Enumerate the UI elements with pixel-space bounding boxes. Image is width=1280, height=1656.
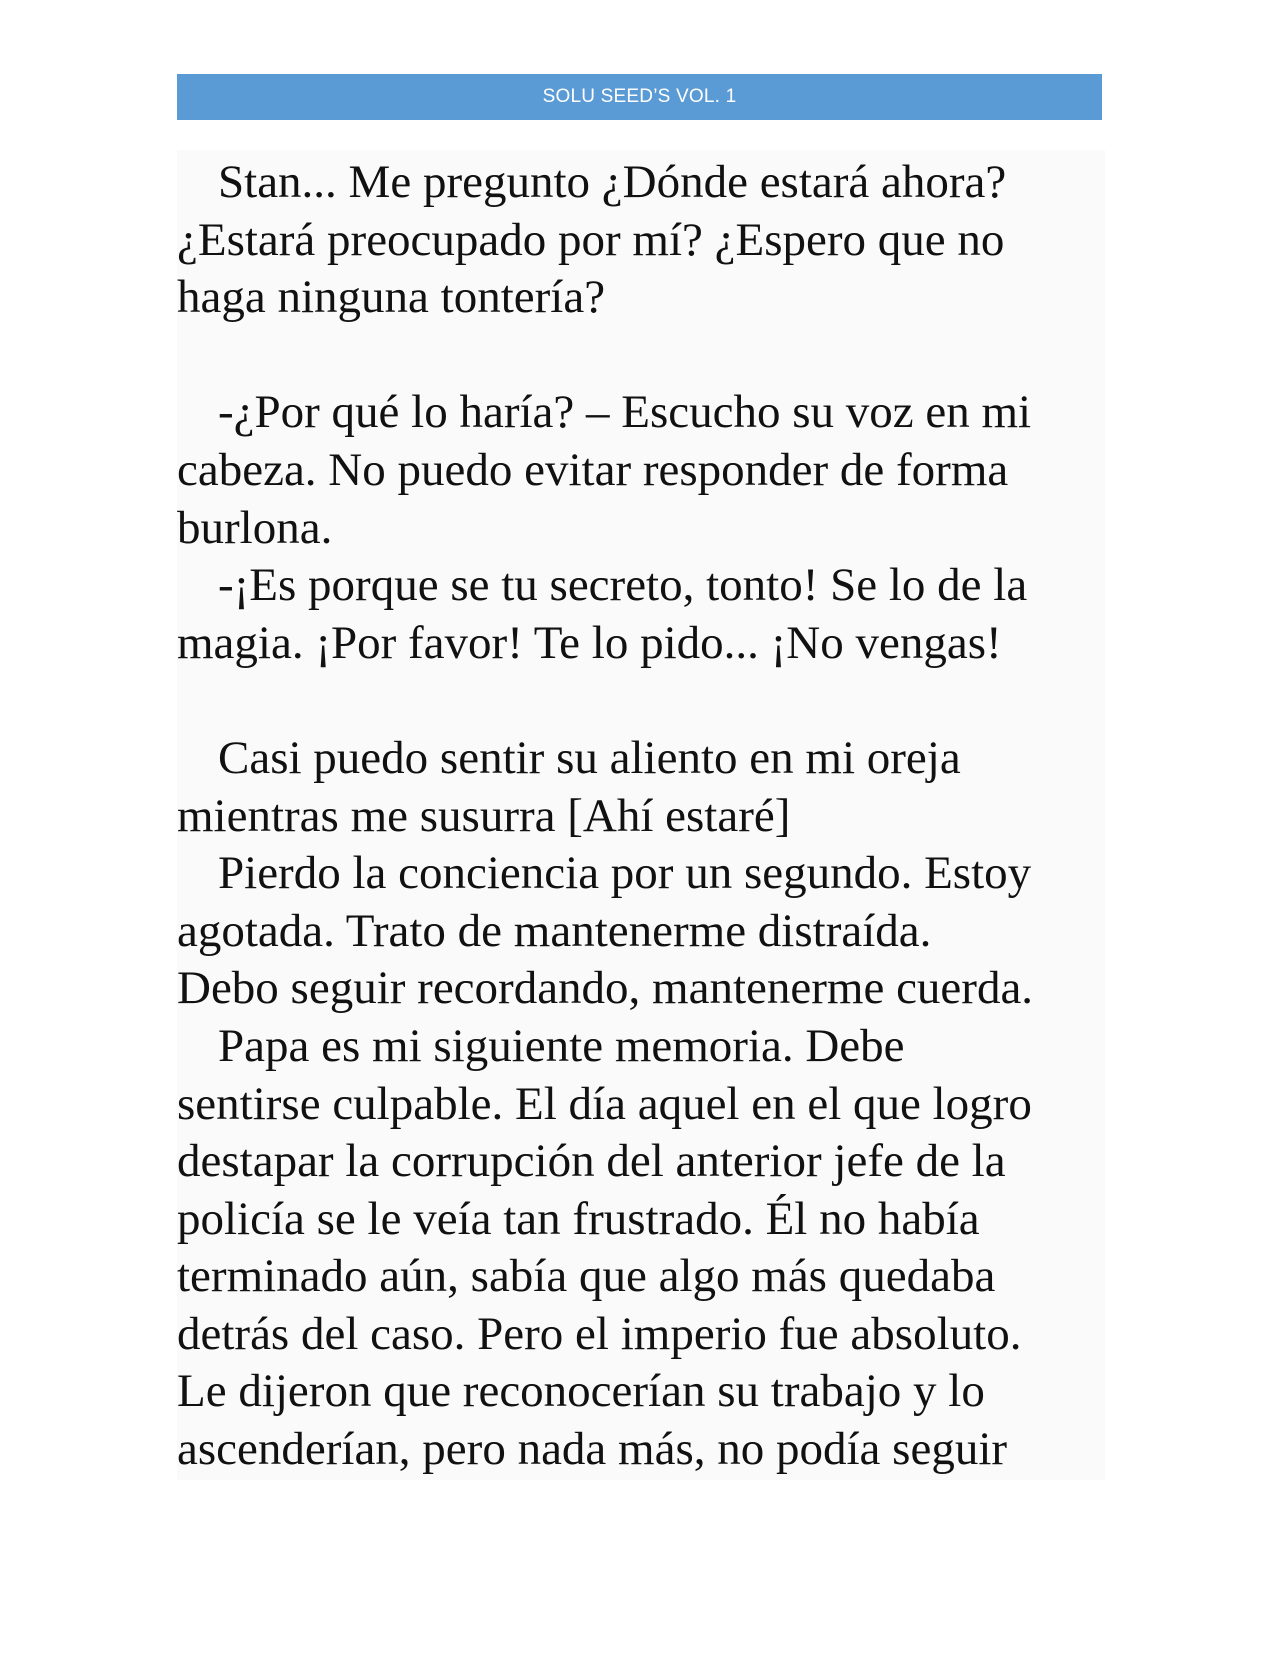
paragraph-line: cabeza. No puedo evitar responder de forma — [177, 443, 1009, 496]
running-header-title: SOLU SEED’S VOL. 1 — [542, 86, 737, 107]
paragraph-line: burlona. — [177, 501, 333, 554]
paragraph-line: magia. ¡Por favor! Te lo pido... ¡No vengas! — [177, 616, 1002, 669]
paragraph-line: policía se le veía tan frustrado. Él no había — [177, 1192, 980, 1245]
paragraph-line: ¿Estará preocupado por mí? ¿Espero que no — [177, 213, 1005, 266]
paragraph-line: -¡Es porque se tu secreto, tonto! Se lo de la — [218, 559, 1028, 612]
running-header — [177, 74, 1102, 120]
paragraph-line: Stan... Me pregunto ¿Dónde estará ahora? — [218, 156, 1007, 208]
paragraph-line: ascenderían, pero nada más, no podía seguir — [177, 1423, 1008, 1476]
paragraph-line: detrás del caso. Pero el imperio fue absoluto. — [177, 1307, 1022, 1360]
body-text — [177, 150, 1105, 1480]
paragraph-line: Le dijeron que reconocerían su trabajo y lo — [177, 1365, 985, 1418]
paragraph-line: Debo seguir recordando, mantenerme cuerda. — [177, 962, 1034, 1015]
paragraph-line: sentirse culpable. El día aquel en el que logro — [177, 1077, 1032, 1130]
paragraph-line: Casi puedo sentir su aliento en mi oreja — [218, 731, 961, 784]
paragraph-line: Papa es mi siguiente memoria. Debe — [218, 1019, 905, 1072]
paragraph-line: haga ninguna tontería? — [177, 271, 606, 324]
paragraph-line: -¿Por qué lo haría? – Escucho su voz en mi — [218, 386, 1032, 439]
paragraph-line: destapar la corrupción del anterior jefe de la — [177, 1135, 1006, 1188]
paragraph-line: Pierdo la conciencia por un segundo. Estoy — [218, 847, 1032, 900]
blank-line — [177, 672, 1105, 730]
paragraph-line: mientras me susurra [Ahí estaré] — [177, 789, 791, 842]
paragraph-line: agotada. Trato de mantenerme distraída. — [177, 904, 932, 957]
paragraph-line: terminado aún, sabía que algo más quedaba — [177, 1250, 996, 1303]
blank-line — [177, 327, 1105, 385]
